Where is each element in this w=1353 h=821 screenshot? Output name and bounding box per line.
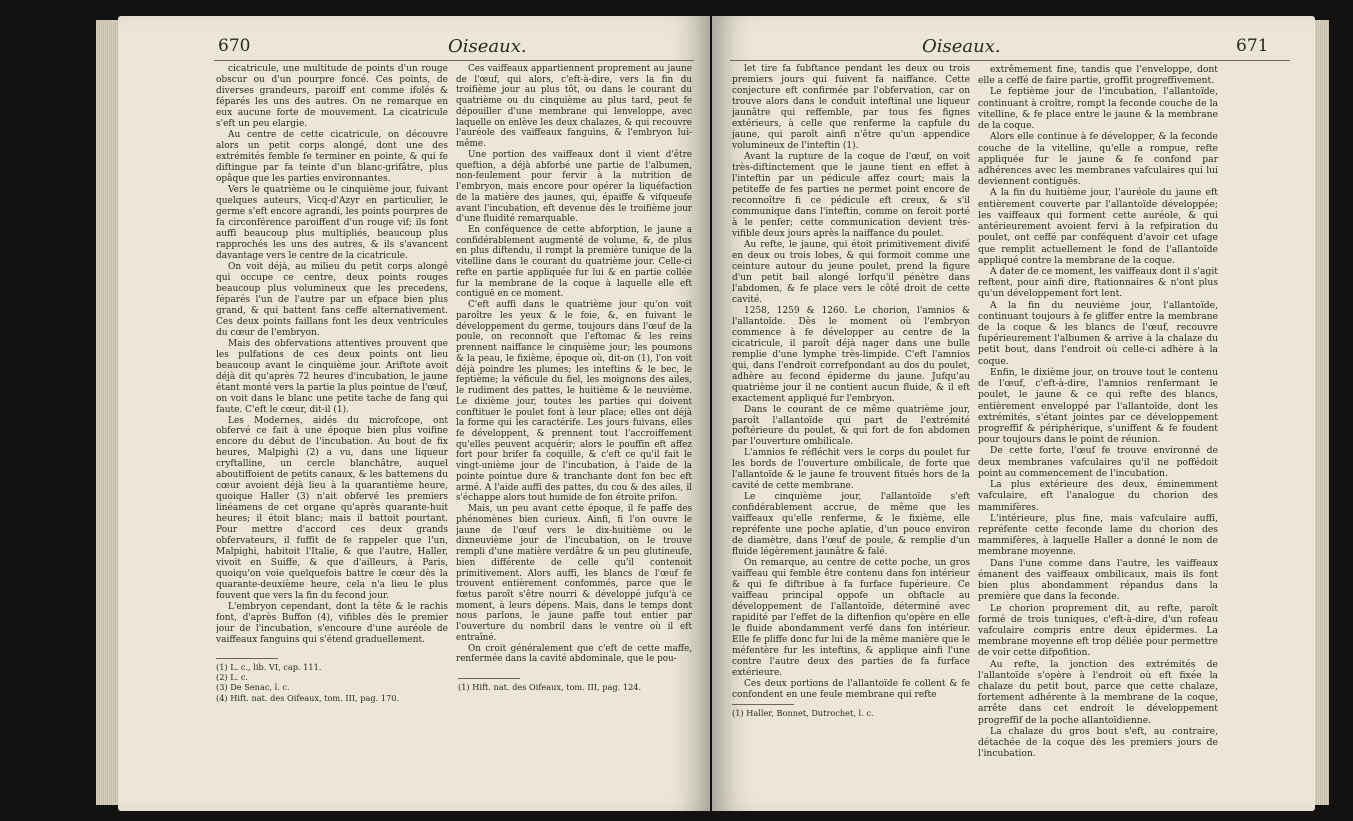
paragraph: C'eft auffi dans le quatrième jour qu'on voit paroître les yeux & le foie, &, en fuivant le développement du germe, toujours dans l'œuf de la poule, on reconnoît que l'eftomac & les reins prennent naiffance le cinquième jour; les poumons & la peau, le fixième, époque où, dit-on (1), l'on voit déjà poindre les plumes; les inteftins & le bec, le feptième; la véficule du fiel, les moignons des ailes, le rudiment des pattes, le huitième & le neuvième. Le dixième jour, toutes les parties qui doivent conftituer le poulet font à leur place; elles ont déjà la forme qui les caractérife. Les jours fuivans, elles fe développent, & prennent tout l'accroiffement qu'elles peuvent acquérir; alors le pouffin eft affez fort pour brifer fa coquille, & c'eft ce qu'il fait le vingt-unième jour de l'incubation, à l'aide de la pointe pointue dure & tranchante dont fon bec eft armé. A l'aide auffi des pattes, du cou & des ailes, il s'échappe alors tout humide de fon étroite prifon. <box>456 300 692 504</box>
paragraph: Dans le courant de ce même quatrième jour, paroît l'allantoïde qui part de l'extrémité poftérieure du poulet, & qui fort de fon abdomen par l'ouverture ombilicale. <box>732 404 970 448</box>
page-number: 671 <box>1236 36 1269 56</box>
footnote: (1) Hift. nat. des Oifeaux, tom. III, pag. 124. <box>458 682 642 692</box>
paragraph: Mais, un peu avant cette époque, il fe paffe des phénomènes bien curieux. Ainfi, fi l'on ouvre le jaune de l'œuf vers le dix-huitième ou le dixneuvième jour de l'incubation, on le trouve rempli d'une matière verdâtre & un peu glutineufe, bien différente de celle qu'il contenoit primitivement. Alors auffi, les blancs de l'œuf fe trouvent entièrement confommés, parce que le fœtus paroît s'être nourri & développé jufqu'à ce moment, à leurs dépens. Mais, dans le temps dont nous parlons, le jaune paffe tout entier par l'ouverture du nombril dans le ventre où il eft entraîné. <box>456 504 692 643</box>
paragraph: Ces vaiffeaux appartiennent proprement au jaune de l'œuf, qui alors, c'eft-à-dire, vers la fin du troifième jour au plus tôt, ou dans le courant du quatrième ou du cinquième au plus tard, peut fe dépouiller d'une membrane qui lenveloppe, avec laquelle on enlève les deux chalazes, & qui recouvre l'auréole des vaiffeaux fanguins, & l'embryon lui-même. <box>456 64 692 150</box>
page-edges-left <box>96 20 120 805</box>
footnote: (3) De Senac, l. c. <box>216 682 290 693</box>
footnote: (1) Haller, Bonnet, Dutrochet, l. c. <box>732 708 874 718</box>
right-footnotes-1 <box>732 708 970 718</box>
paragraph: On croit généralement que c'eft de cette maffe, renfermée dans la cavité abdominale, que le pou- <box>456 643 692 665</box>
paragraph: Au refte, la jonction des extrémités de l'allantoïde s'opère à l'endroit où eft fixée la chalaze du petit bout, parce que cette chalaze, fortement adhérente à la membrane de la coque, arrête dans cet endroit le développement progreffif de la poche allantoïdienne. <box>978 658 1218 726</box>
paragraph: L'intérieure, plus fine, mais vafculaire auffi, repréfente cette feconde lame du chorion des mammifères, à laquelle Haller a donné le nom de membrane moyenne. <box>978 512 1218 558</box>
paragraph: A dater de ce moment, les vaiffeaux dont il s'agit reftent, pour ainfi dire, ftationnaires & n'ont plus qu'un développement fort lent. <box>978 265 1218 300</box>
footnote-rule <box>458 678 520 679</box>
paragraph: L'amnios fe réfléchit vers le corps du poulet fur les bords de l'ouverture ombilicale, de forte que l'allantoïde & le jaune fe trouvent fitués hors de la cavité de cette membrane. <box>732 448 970 492</box>
right-page-header <box>712 36 1315 58</box>
running-title: Oiseaux. <box>922 36 1001 57</box>
paragraph: Le chorion proprement dit, au refte, paroît formé de trois tuniques, c'eft-à-dire, d'un rofeau vafculaire compris entre deux épidermes. La membrane moyenne eft trop déliée pour permettre de voir cette difpofition. <box>978 602 1218 659</box>
paragraph: Mais des obfervations attentives prouvent que les pulfations de ces deux points ont lieu beaucoup avant le cinquième jour. Ariftote avoit déjà dit qu'après 72 heures d'incubation, le jaune étant monté vers la partie la plus pointue de l'œuf, on voit dans le blanc une petite tache de fang qui faute. C'eft le cœur, dit-il (1). <box>216 338 448 415</box>
paragraph: Alors elle continue à fe développer, & la feconde couche de la vitelline, qu'elle a rompue, refte appliquée fur le jaune & fe confond par adhérences avec les membranes vafculaires qui lui deviennent contiguës. <box>978 131 1218 188</box>
paragraph: A la fin du neuvième jour, l'allantoïde, continuant toujours à fe gliffer entre la membrane de la coque & les blancs de l'œuf, recouvre fupérieurement l'albumen & arrive à la chalaze du petit bout, dans l'endroit où celle-ci adhère à la coque. <box>978 299 1218 367</box>
paragraph: Enfin, le dixième jour, on trouve tout le contenu de l'œuf, c'eft-à-dire, l'amnios renfermant le poulet, le jaune & ce qui refte des blancs, entièrement enveloppé par l'allantoïde, dont les extrémités, s'étant jointes par ce développement progreffif & périphérique, s'uniffent & fe foudent pour toujours dans le point de réunion. <box>978 366 1218 446</box>
paragraph: L'embryon cependant, dont la tête & le rachis font, d'après Buffon (4), vifibles dès le premier jour de l'incubation, s'encoure d'une auréole de vaiffeaux fanguins qui s'étend graduellement. <box>216 602 448 646</box>
paragraph: La chalaze du gros bout s'eft, au contraire, détachée de la coque dès les premiers jours de l'incubation. <box>978 725 1218 759</box>
paragraph: Les Modernes, aidés du microfcope, ont obfervé ce fait à une époque bien plus voifine encore du début de l'incubation. Au bout de fix heures, Malpighi (2) a vu, dans une liqueur cryftalline, un cercle blanchâtre, auquel aboutiffoient de petits canaux, & les battemens du cœur avoient déjà lieu à la quarantième heure, quoique Haller (3) n'ait obfervé les premiers linéamens de cet organe qu'après quarante-huit heures; il étoit blanc; mais il battoit pourtant. Pour mettre d'accord ces deux grands obfervateurs, il fuffit de fe rappeler que l'un, Malpighi, habitoit l'Italie, & que l'autre, Haller, vivoit en Suiffe, & que d'ailleurs, à Paris, quoiqu'on voie quelquefois battre le cœur dès la quarante-deuxième heure, cela n'a lieu le plus fouvent que vers la fin du fecond jour. <box>216 415 448 602</box>
paragraph: 1258, 1259 & 1260. Le chorion, l'amnios & l'allantoïde. Dès le moment où l'embryon commence à fe développer au centre de la cicatricule, il paroît déjà nager dans une bulle remplie d'une lymphe très-limpide. C'eft l'amnios qui, dans l'endroit correfpondant au dos du poulet, adhère au fecond épiderme du jaune. Jufqu'au quatrième jour il ne contient aucun fluide, & il eft exactement appliqué fur l'embryon. <box>732 305 970 404</box>
paragraph: A la fin du huitième jour, l'auréole du jaune eft entièrement couverte par l'allantoïde développée; les vaiffeaux qui forment cette auréole, & qui antérieurement avoient fervi à la refpiration du poulet, ont ceffé par conféquent d'avoir cet ufage que remplit actuellement le fond de l'allantoïde appliqué contre la membrane de la coque. <box>978 187 1218 266</box>
header-rule <box>730 60 1290 61</box>
footnote-rule <box>732 704 794 705</box>
footnote: (2) L. c. <box>216 672 249 683</box>
right-page <box>712 16 1315 811</box>
paragraph: Vers le quatrième ou le cinquième jour, fuivant quelques auteurs, Vicq-d'Azyr en particulier, le germe s'eft encore agrandi, les points pourpres de fa circonférence paroiffent d'un rouge vif; ils font auffi beaucoup plus multipliés, beaucoup plus rapprochés les uns des autres, & ils s'avancent davantage vers le centre de la cicatricule. <box>216 184 448 261</box>
left-footnotes-2 <box>458 682 694 692</box>
paragraph: De cette forte, l'œuf fe trouve environné de deux membranes vafculaires qu'il ne poffédoit point au commencement de l'incubation. <box>978 445 1218 479</box>
left-page <box>118 16 710 811</box>
page-edges-right <box>1313 20 1329 805</box>
left-column-1 <box>216 64 448 652</box>
right-column-2 <box>978 64 1218 759</box>
paragraph: Au centre de cette cicatricule, on découvre alors un petit corps alongé, dont une des extrémités femble fe terminer en pointe, & qui fe diftingue par fa teinte d'un blanc-grifâtre, plus opâque que les parties environnantes. <box>216 129 448 184</box>
paragraph: Le cinquième jour, l'allantoïde s'eft confidérablement accrue, de même que les vaiffeaux qu'elle renferme, & le fixième, elle repréfente une poche aplatie, d'un pouce environ de diamètre, dans l'œuf de poule, & remplie d'un fluide légèrement jaunâtre & falé. <box>732 492 970 558</box>
paragraph: Au refte, le jaune, qui étoit primitivement divifé en deux ou trois lobes, & qui formoit comme une ceinture autour du jeune poulet, prend la figure d'un petit bail alongé lorfqu'il pénètre dans l'abdomen, & fe place vers le côté droit de cette cavité. <box>732 239 970 305</box>
paragraph: Dans l'une comme dans l'autre, les vaiffeaux émanent des vaiffeaux ombilicaux, mais ils font bien plus abondamment répandus dans la première que dans la feconde. <box>978 557 1218 603</box>
running-title: Oiseaux. <box>448 36 527 57</box>
left-page-header <box>118 36 710 58</box>
paragraph: Une portion des vaiffeaux dont il vient d'être queftion, a déjà abforbé une partie de l'albumen, non-feulement pour fervir à la nutrition de l'embryon, mais encore pour opérer la liquéfaction de la matière des jaunes, qui, épaiffe & vifqueufe avant l'incubation, eft devenue dès le troifième jour d'une fluidité remarquable. <box>456 149 692 225</box>
paragraph: Avant la rupture de la coque de l'œuf, on voit très-diftinctement que le jaune tient en effet à l'inteftin par un pédicule affez court; mais la petiteffe de fes parties ne permet point encore de reconnoître fi ce pédicule eft creux, & s'il communique dans l'inteftin, comme on feroit porté à le penfer; cette communication devient très-vifible deux jours après la naiffance du poulet. <box>732 151 970 239</box>
page-number: 670 <box>218 36 251 56</box>
footnote-rule <box>216 658 278 659</box>
footnote: (1) L. c., lib. VI, cap. 111. <box>216 662 322 672</box>
header-rule <box>214 60 694 61</box>
paragraph: let tire fa fubftance pendant les deux ou trois premiers jours qui fuivent fa naiffance. Cette conjecture eft confirmée par l'obfervation, car on trouve alors dans le conduit inteftinal une liqueur jaunâtre qui reffemble, par tous fes fignes extérieurs, à celle que renferme la capfule du jaune, qui paroît ainfi n'être qu'un appendice volumineux de l'inteftin (1). <box>732 64 970 151</box>
paragraph: La plus extérieure des deux, éminemment vafculaire, eft l'analogue du chorion des mammifères. <box>978 479 1218 513</box>
paragraph: On voit déjà, au milieu du petit corps alongé qui occupe ce centre, deux points rouges beaucoup plus volumineux que les precedens, féparés l'un de l'autre par un efpace bien plus grand, & qui battent fans ceffe alternativement. Ces deux points faillans font les deux ventricules du cœur de l'embryon. <box>216 261 448 338</box>
paragraph: En conféquence de cette abforption, le jaune a confidérablement augmenté de volume, &, de plus en plus diftendu, il rompt la première tunique de la vitelline dans le courant du quatrième jour. Celle-ci refte en partie appliquée fur lui & en partie collée fur la membrane de la coque à laquelle elle eft contiguë en ce moment. <box>456 225 692 300</box>
left-column-2 <box>456 64 692 676</box>
right-column-1 <box>732 64 970 702</box>
footnote: (4) Hift. nat. des Oifeaux, tom. III, pag. 170. <box>216 692 400 703</box>
paragraph: Ces deux portions de l'allantoïde fe collent & fe confondent en une feule membrane qui refte <box>732 679 970 701</box>
paragraph: On remarque, au centre de cette poche, un gros vaiffeau qui femble être contenu dans fon intérieur & qui fe diftribue à fa furface fupérieure. Ce vaiffeau principal oppofe un obftacle au développement de l'allantoïde, déterminé avec rapidité par l'effet de la diftenfion qu'opère en elle le fluide abondamment verfé dans fon intérieur. Elle fe pliffe donc fur lui de la même manière que le méfentère fur les inteftins, & applique ainfi l'une contre l'autre deux des parties de fa furface extérieure. <box>732 558 970 679</box>
left-footnotes-1 <box>216 662 448 703</box>
paragraph: extrêmement fine, tandis que l'enveloppe, dont elle a ceffé de faire partie, groffit progreffivement. <box>978 64 1218 87</box>
paragraph: Le feptième jour de l'incubation, l'allantoïde, continuant à croître, rompt la feconde couche de la vitelline, & fe place entre le jaune & la membrane de la coque. <box>978 86 1218 132</box>
paragraph: cicatricule, une multitude de points d'un rouge obscur ou d'un pourpre foncé. Ces points, de diverses grandeurs, paroiff ent comme ifolés & féparés les uns des autres. On ne remarque en eux aucune forte de mouvement. La cicatricule s'eft un peu elargie. <box>216 64 448 129</box>
